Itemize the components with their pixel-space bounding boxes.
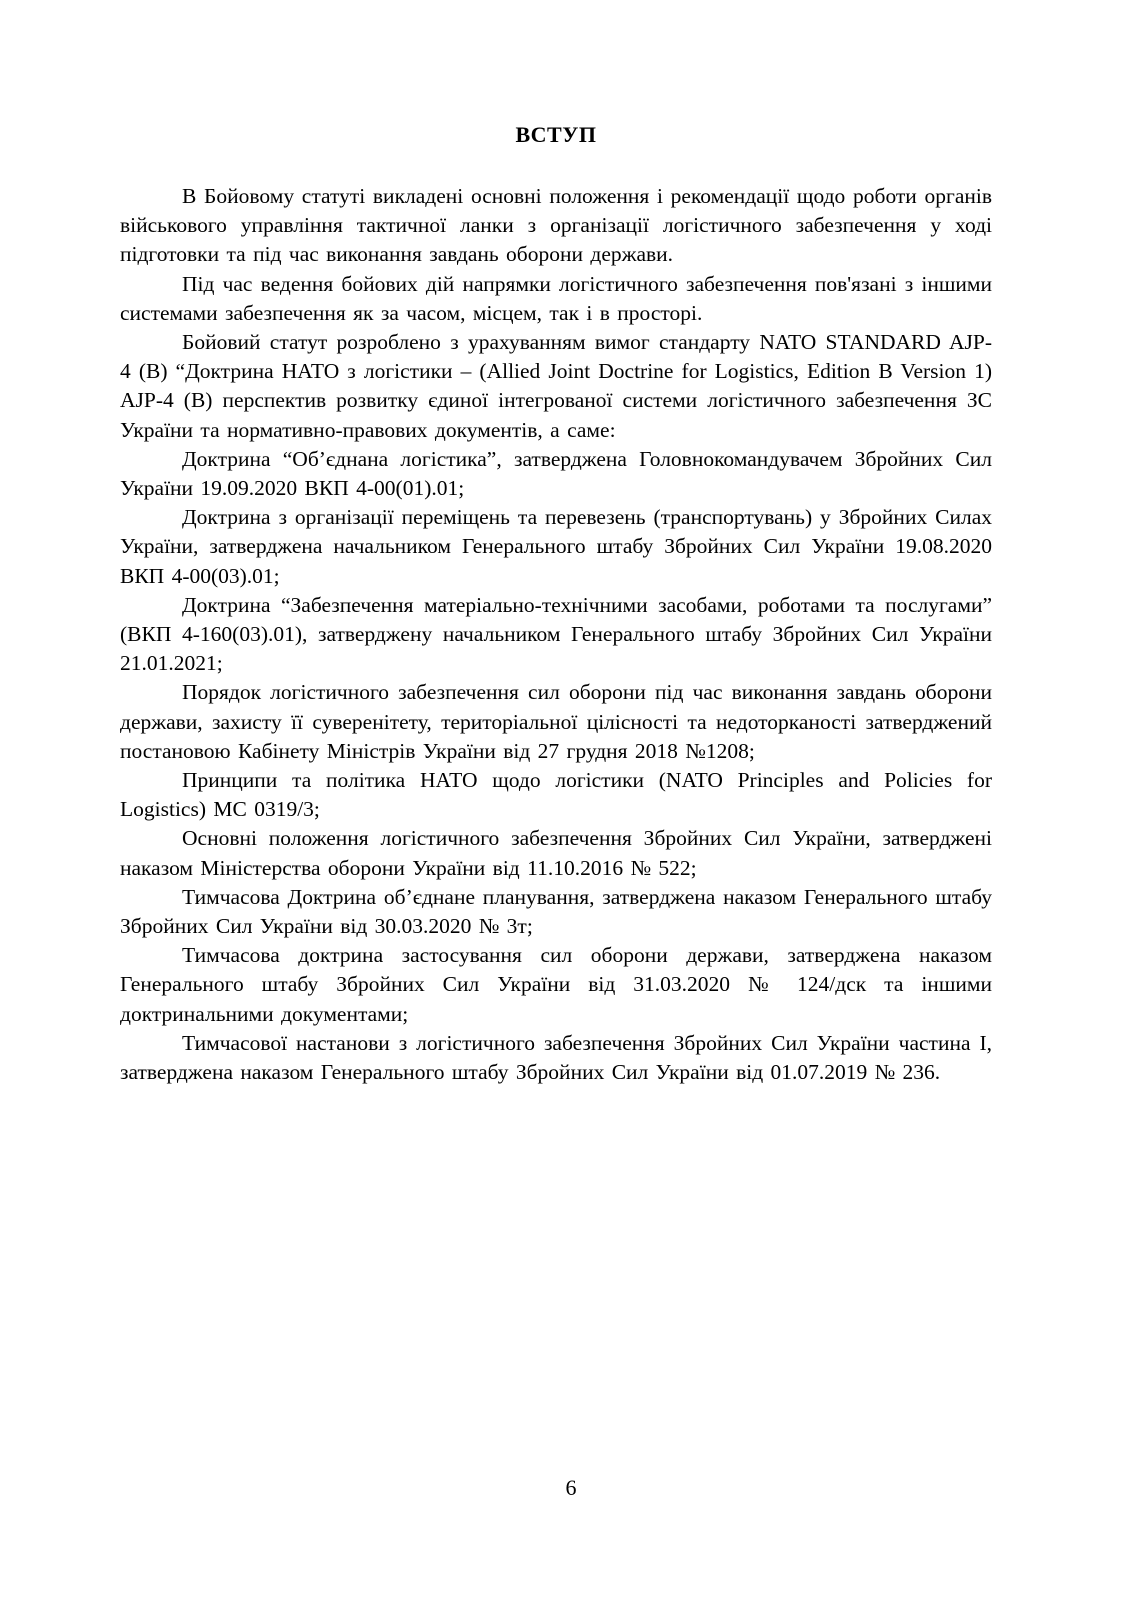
paragraph: Основні положення логістичного забезпечення Збройних Сил України, затверджені наказом Міністерства оборони України від 11.10.2016 № 522; bbox=[120, 826, 992, 880]
page-number: 6 bbox=[565, 1475, 577, 1500]
paragraph: Доктрина з організації переміщень та перевезень (транспортувань) у Збройних Силах України, затверджена начальником Генерального штабу Збройних Сил України 19.08.2020 ВКП 4-00(03).01; bbox=[120, 505, 992, 588]
paragraph: Доктрина “Об’єднана логістика”, затверджена Головнокомандувачем Збройних Сил України 19.09.2020 ВКП 4-00(01).01; bbox=[120, 446, 992, 501]
paragraph: Бойовий статут розроблено з урахуванням вимог стандарту NATO STANDARD AJP- 4 (B) “Доктрина НАТО з логістики – (Allied Joint Doctrine for Logistics, Edition B Version 1) AJP-4 (B) перспектив розвитку єдиної інтегрованої системи логістичного забезпечення ЗС України та нормативно-правових документів, а саме: bbox=[120, 330, 992, 442]
page-title: ВСТУП bbox=[515, 122, 597, 147]
paragraph: Тимчасової настанови з логістичного забезпечення Збройних Сил України частина I, затверджена наказом Генерального штабу Збройних Сил України від 01.07.2019 № 236. bbox=[120, 1030, 992, 1085]
paragraph: Доктрина “Забезпечення матеріально-технічними засобами, роботами та послугами” (ВКП 4-160(03).01), затверджену начальником Генерального штабу Збройних Сил України 21.01.2021; bbox=[120, 592, 992, 676]
document-body bbox=[120, 122, 992, 1087]
paragraph: Тимчасова доктрина застосування сил оборони держави, затверджена наказом Генерального штабу Збройних Сил України від 31.03.2020 № 124/дск та іншими доктринальними документами; bbox=[120, 943, 992, 1026]
paragraph: Тимчасова Доктрина об’єднане планування, затверджена наказом Генерального штабу Збройних Сил України від 30.03.2020 № 3т; bbox=[120, 884, 992, 939]
paragraph: Порядок логістичного забезпечення сил оборони під час виконання завдань оборони держави, захисту її суверенітету, територіальної цілісності та недоторканості затверджений постановою Кабінету Міністрів України від 27 грудня 2018 №1208; bbox=[120, 680, 992, 763]
paragraph: Під час ведення бойових дій напрямки логістичного забезпечення пов'язані з іншими системами забезпечення як за часом, місцем, так і в просторі. bbox=[120, 271, 992, 325]
paragraph: В Бойовому статуті викладені основні положення і рекомендації щодо роботи органів військового управління тактичної ланки з організації логістичного забезпечення у ході підготовки та під час виконання завдань оборони держави. bbox=[120, 184, 992, 267]
paragraph: Принципи та політика НАТО щодо логістики (NATO Principles and Policies for Logistics) MC 0319/3; bbox=[120, 768, 992, 822]
